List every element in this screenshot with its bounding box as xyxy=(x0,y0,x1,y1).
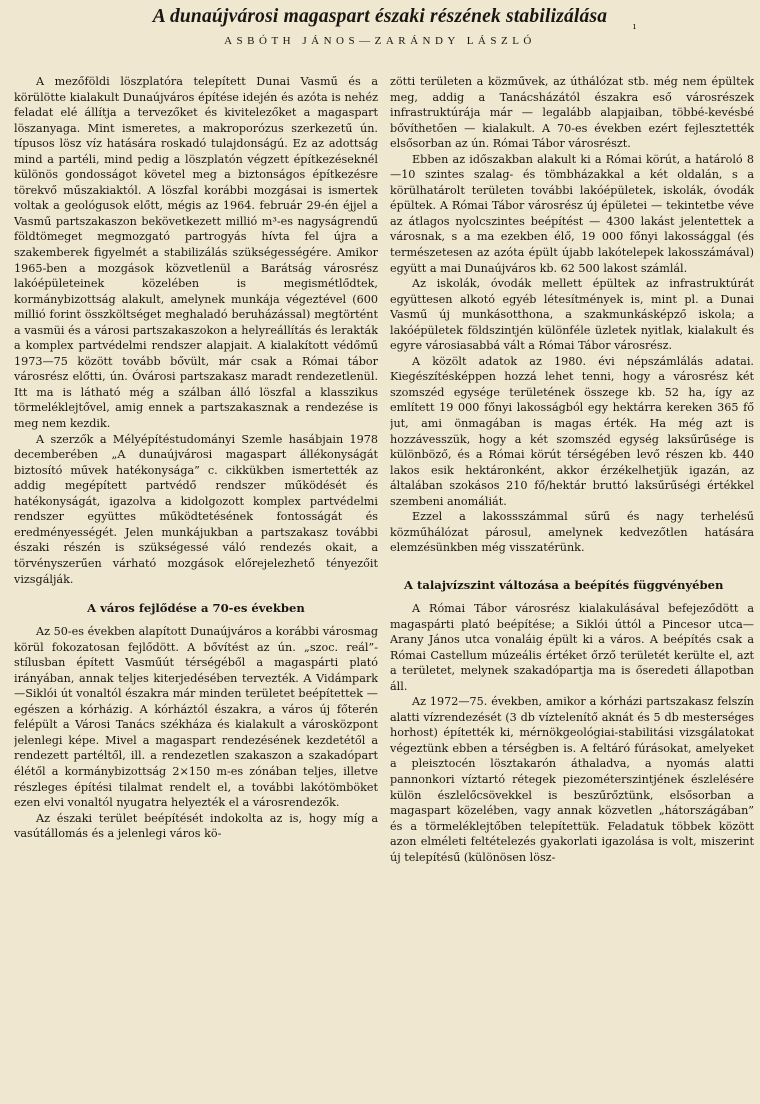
paragraph: Az iskolák, óvodák mellett épültek az infrastruktúrát együttesen alkotó egyéb létesítmények is, mint pl. a Dunai Vasmű új munkásotthona, a szakmunkásképző iskola; a lakóépületek földszintjén különféle üzletek nyitlak, kialakult és egyre városiasabbá vált a Római Tábor városrész. xyxy=(390,277,754,353)
paragraph: zötti területen a közművek, az úthálózat stb. még nem épültek meg, addig a Tanácsházától északra eső városrészek infrastruktúrája már — legalább alapjaiban, többé-kevésbé bővíthetően — kialakult. A 70-es években ezért fejlesztették elsősorban az ún. Római Tábor városrészt. xyxy=(390,75,754,151)
left-column xyxy=(14,74,378,1100)
article-title: A dunaújvárosi magaspart északi részének stabilizálása xyxy=(152,6,608,27)
print-mark: ı xyxy=(633,22,636,32)
right-column xyxy=(390,74,754,1100)
paragraph: Az 50-es években alapított Dunaújváros a korábbi városmag körül fokozatosan fejlődött. A bővítést az ún. „szoc. reál”-stílusban épített Vasműút térségéből a magaspárti plató irányában, annak teljes kiterjedésében tervezték. A Vidámpark—Siklói út vonaltól északra már minden területet beépítettek — egészen a kórházig. A kórháztól északra, a város új főterén felépült a Városi Tanács székháza és kialakult a városközpont jelenlegi képe. Mivel a magaspart rendezésének kezdetétől a rendezett partéltől, ill. a rendezetlen szakaszon a szakadópart élétől a kormánybizottság 2×150 m-es zónában teljes, illetve részleges építési tilalmat rendelt el, a további lakótömböket ezen elvi vonaltól nyugatra helyezték el a városrendezők. xyxy=(14,625,378,810)
paragraph: Ebben az időszakban alakult ki a Római körút, a határoló 8—10 szintes szalag- és tömbházakkal a két oldalán, s a körülhatárolt területen további lakóépületek, iskolák, óvodák épültek. A Római Tábor városrész új épületei — tekintetbe véve az átlagos nyolcszintes beépítést — 4300 lakást jelentettek a városnak, s a ma ezekben élő, 19 000 főnyi lakossággal (és természetesen az azóta épült újabb lakótelepek lakosszámával) együtt a mai Dunaújváros kb. 62 500 lakost számlál. xyxy=(390,152,754,275)
paragraph: Ezzel a lakossszámmal sűrű és nagy terhelésű közműhálózat párosul, amelynek kedvezőtlen hatására elemzésünkben még visszatérünk. xyxy=(390,510,754,555)
paragraph: Az 1972—75. években, amikor a kórházi partszakasz felszín alatti vízrendezését (3 db víztelenítő aknát és 5 db mesterséges horhost) építették ki, mérnökgeológiai-stabilitási vizsgálatokat végeztünk ebben a térségben is. A feltáró fúrásokat, amelyeket a pleisztocén lösztakarón áthaladva, a nyomás alatti pannonkori víztartó rétegek piezométerszintjének észlelésére külön észlelőcsövekkel is beszűrőztünk, elsősorban a magaspart közelében, vagy annak közvetlen „hátországában” és a törmeléklejtőben telepítettük. Feladatuk többek között azon elméleti feltételezés gyakorlati igazolása is volt, miszerint új telepítésű (különösen lösz- xyxy=(390,695,754,864)
paragraph: A közölt adatok az 1980. évi népszámlálás adatai. Kiegészítésképpen hozzá lehet tenni, hogy a városrész két szomszéd egysége területének összege kb. 52 ha, így az említett 19 000 főnyi lakosságból egy hektárra kereken 365 fő jut, ami önmagában is magas érték. Ha még azt is hozzávesszük, hogy a két szomszéd egység laksűrűsége is különböző, és a Római körút térségében levő részen kb. 440 lakos esik hektáronként, akkor érzékelhetjük igazán, az általában szokásos 210 fő/hektár bruttó laksűrűségi értékkel szembeni anomáliát. xyxy=(390,354,754,508)
article-authors: ASBÓTH JÁNOS—ZARÁNDY LÁSZLÓ xyxy=(224,35,536,47)
paragraph: A mezőföldi löszplatóra telepített Dunai Vasmű és a körülötte kialakult Dunaújváros építése idején és azóta is nehéz feladat elé állítja a tervezőket és kivitelezőket a magaspart löszanyaga. Mint ismeretes, a makroporózus szerkezetű ún. típusos lösz víz hatására roskadó tulajdonságú. Ez az adottság mind a partéli, mind pedig a löszplatón végzett építkezéseknél különös gondosságot követel meg a biztonságos építkezésre törekvő műszakiaktól. A löszfal korábbi mozgásai is ismertek voltak a geológusok előtt, mégis az 1964. február 29-én éjjel a Vasmű partszakaszon bekövetkezett millió m³-es nagyságrendű földtömeget megmozgató partrogyás hívta fel újra a szakemberek figyelmét a stabilizálás szükségességére. Amikor 1965-ben a mozgások közvetlenül a Barátság városrész lakóépületeinek közelében is megismétlődtek, kormánybizottság alakult, amelynek munkája végeztével (600 millió forint összköltséget meghaladó beruházással) megtörtént a vasmüi és a városi partszakaszokon a helyreállítás és lerakták a komplex partvédelmi rendszer alapjait. A kialakított védőmű 1973—75 között tovább bővült, már csak a Római tábor városrész előtti, ún. Óvárosi partszakasz maradt rendezetlenül. Itt ma is látható még a szálban álló löszfal a klasszikus törmeléklejtővel, amig ennek a partszakasznak a rendezése is meg nem kezdik. xyxy=(14,75,378,431)
paragraph: Az északi terület beépítését indokolta az is, hogy míg a vasútállomás és a jelenlegi város kö- xyxy=(14,811,378,841)
paragraph: A szerzők a Mélyépítéstudományi Szemle hasábjain 1978 decemberében „A dunaújvárosi magaspart állékonyságát biztosító művek hatékonysága” c. cikkükben ismertették az addig megépített partvédő rendszer működését és hatékonyságát, igazolva a kidolgozott komplex partvédelmi rendszer együttes működtetésének fontosságát és eredményességét. Jelen munkájukban a partszakasz további északi részén is szükségessé váló rendezés okait, a törvényszerűen várható mozgások előrejelezhető tényezőit vizsgálják. xyxy=(14,432,378,586)
section-heading: A város fejlődése a 70-es években xyxy=(87,601,305,616)
section-heading: A talajvízszint változása a beépítés függvényében xyxy=(404,577,724,592)
paragraph: A Római Tábor városrész kialakulásával befejeződött a magaspárti plató beépítése; a Siklói úttól a Pincesor utca—Arany János utca vonaláig épült ki a város. A beépítés csak a Római Castellum múzeális értéket őrző területét kerülte el, azt a területet, melynek szakadópartja ma is őseredeti állapotban áll. xyxy=(390,601,754,693)
